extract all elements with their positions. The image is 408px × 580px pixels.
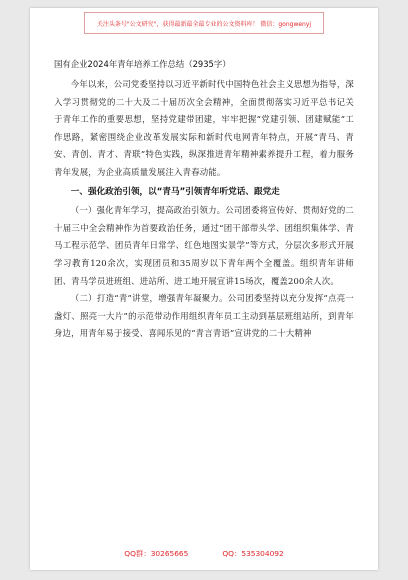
document-body	[54, 76, 354, 343]
header-banner: 关注头条号"公文研究"，获得最新最全最专业的公文资料库！ 微信：gongwenyj	[84, 12, 324, 34]
document-page	[30, 8, 378, 570]
section-heading: 一、强化政治引领，以“青马”引领青年听党话、跟党走	[70, 186, 280, 197]
subsection-paragraph-1: （一）强化青年学习，提高政治引领力。公司团委将宣传好、贯彻好党的二十届三中全会精神作为首要政治任务，通过“团干部带头学、团组织集体学、青马工程示范学、团员青年日常学、红色地图实景学”等方式，分层次多形式开展学习教育120余次，实现团员和35周岁以下青年两个全覆盖。组织青年讲师团、青马学员进班组、进站所、进工地开展宣讲15场次，覆盖200余人次。	[54, 205, 354, 286]
document-title: 国有企业2024年青年培养工作总结（2935字）	[54, 59, 231, 69]
footer-qq-group: QQ群：30265665	[124, 549, 189, 558]
subsection-paragraph-2: （二）打造“青”讲堂，增强青年凝聚力。公司团委坚持以充分发挥“点亮一盏灯、照亮一大片”的示范带动作用组织青年员工主动到基层班组站所，到青年身边，用青年易于接受、喜闻乐见的“青言青语”宣讲党的二十大精神	[54, 293, 354, 339]
intro-paragraph: 今年以来，公司党委坚持以习近平新时代中国特色社会主义思想为指导，深入学习贯彻党的二十大及二十届历次全会精神，全面贯彻落实习近平总书记关于青年工作的重要思想，坚持党建带团建，牢牢把握“党建引领、团建赋能”工作思路，紧密围绕企业改革发展实际和新时代电网青年特点，开展“青马、青安、青创、青才、青联”特色实践，纵深推进青年精神素养提升工程，着力服务青年发展，为企业高质量发展注入青春动能。	[54, 79, 354, 177]
footer	[30, 548, 378, 559]
footer-qq: QQ：535304092	[222, 549, 284, 558]
